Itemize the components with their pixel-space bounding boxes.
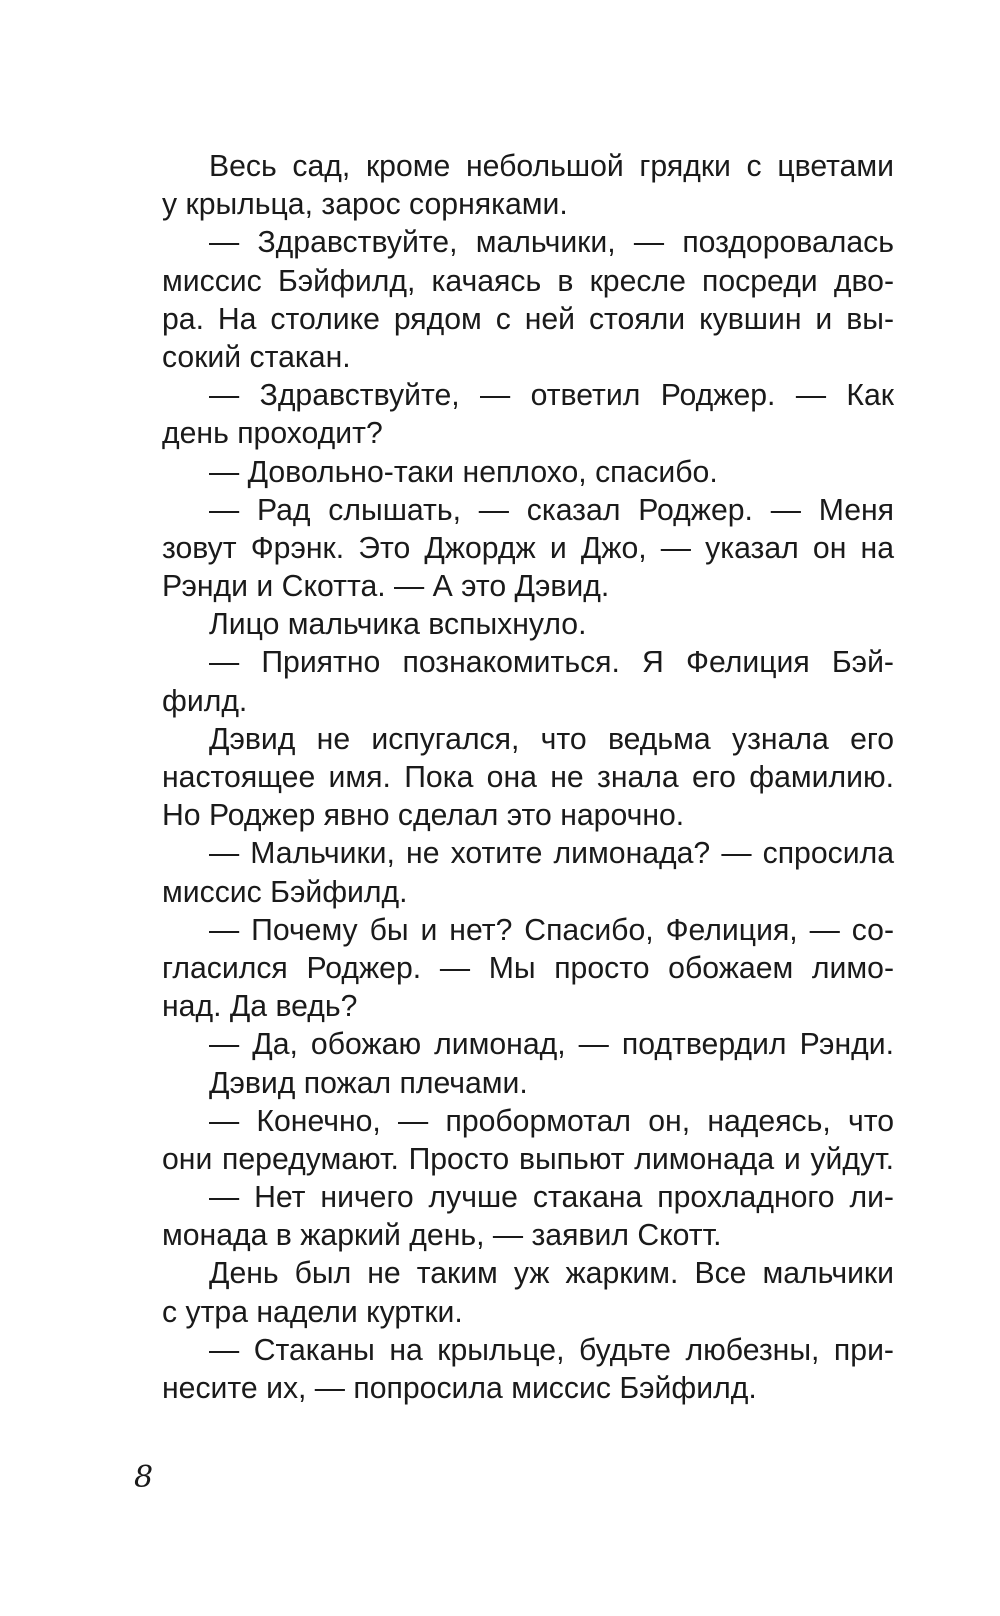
text-line: — Стаканы на крыльце, будьте любезны, при- [209,1333,894,1367]
text-line: — Здравствуйте, мальчики, — поздоровалась [209,226,894,260]
text-line: гласился Роджер. — Мы просто обожаем лимо- [162,951,894,985]
text-line: Рэнди и Скотта. — А это Дэвид. [162,570,610,604]
text-line: — Довольно-таки неплохо, спасибо. [209,455,718,489]
text-line: зовут Фрэнк. Это Джордж и Джо, — указал он на [162,531,894,565]
text-line: над. Да ведь? [162,990,358,1024]
text-line: Дэвид пожал плечами. [209,1066,528,1100]
text-line: миссис Бэйфилд, качаясь в кресле посреди дво- [162,264,894,298]
text-line: — Конечно, — пробормотал он, надеясь, что [209,1104,894,1138]
text-line: — Мальчики, не хотите лимонада? — спросила [209,837,894,871]
text-line: сокий стакан. [162,340,351,374]
text-line: — Приятно познакомиться. Я Фелиция Бэй- [209,646,894,680]
text-line: миссис Бэйфилд. [162,875,408,909]
body-text [162,148,894,1408]
page-number: 8 [134,1460,154,1495]
text-line: монада в жаркий день, — заявил Скотт. [162,1219,722,1253]
text-line: Лицо мальчика вспыхнуло. [209,608,587,642]
text-line: — Рад слышать, — сказал Роджер. — Меня [209,493,894,527]
text-line: — Здравствуйте, — ответил Роджер. — Как [209,379,894,413]
text-line: День был не таким уж жарким. Все мальчики [209,1257,894,1291]
text-line: — Да, обожаю лимонад, — подтвердил Рэнди. [209,1028,894,1062]
text-line: ра. На столике рядом с ней стояли кувшин и вы- [162,302,894,336]
text-line: у крыльца, зарос сорняками. [162,188,568,222]
text-line: они передумают. Просто выпьют лимонада и уйдут. [162,1142,894,1176]
text-line: Дэвид не испугался, что ведьма узнала его [209,722,894,756]
text-line: несите их, — попросила миссис Бэйфилд. [162,1372,757,1405]
text-line: — Почему бы и нет? Спасибо, Фелиция, — со- [209,913,894,947]
text-line: с утра надели куртки. [162,1295,463,1329]
text-line: — Нет ничего лучше стакана прохладного ли- [209,1181,894,1215]
text-line: настоящее имя. Пока она не знала его фамилию. [162,761,894,794]
text-line: Но Роджер явно сделал это нарочно. [162,799,685,833]
text-line: день проходит? [162,417,383,451]
text-line: Весь сад, кроме небольшой грядки с цветами [209,150,894,183]
text-line: филд. [162,684,248,718]
